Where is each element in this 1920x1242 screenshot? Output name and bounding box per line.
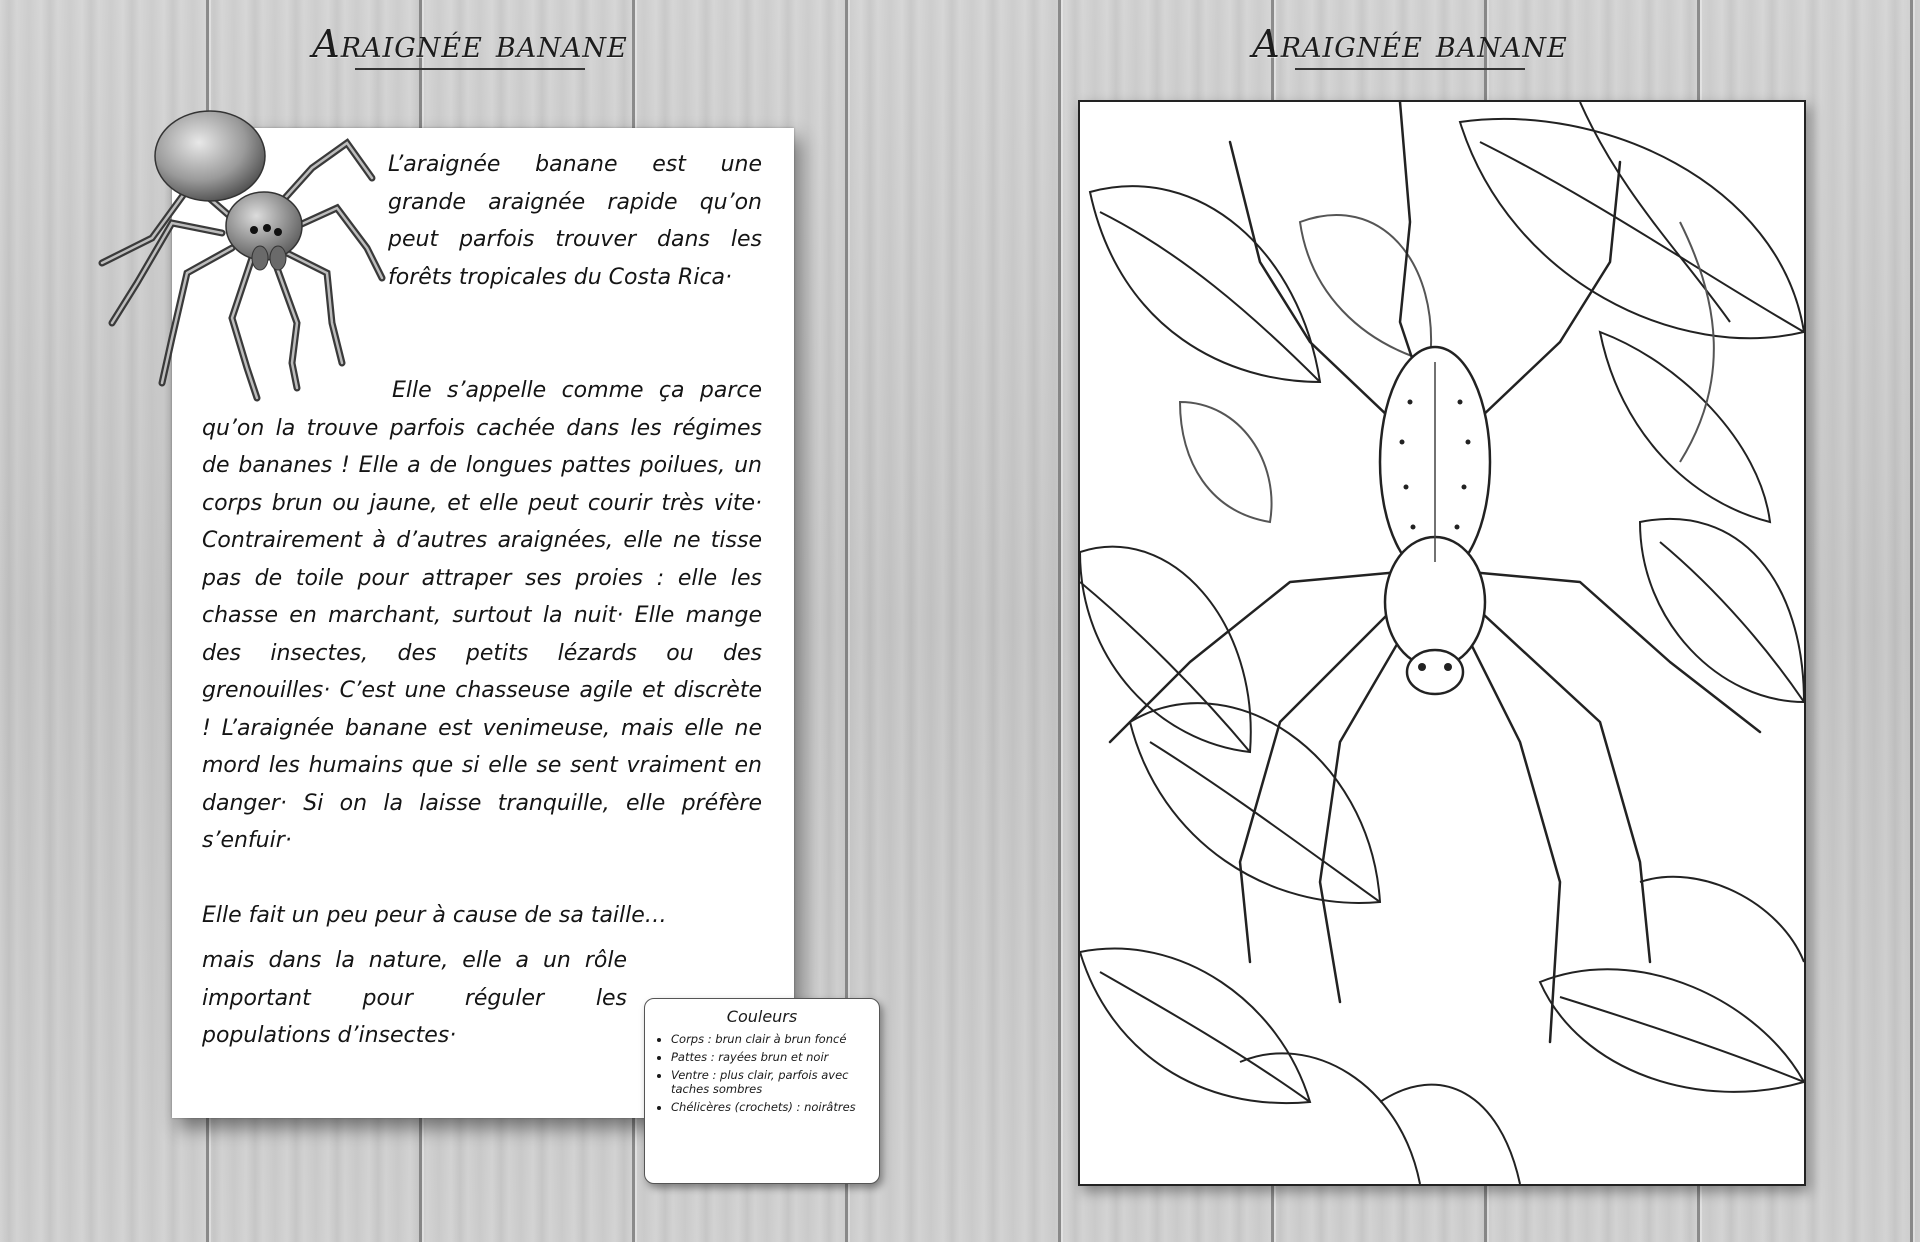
title-underline <box>1295 68 1525 70</box>
colors-card-title: Couleurs <box>726 1007 798 1026</box>
color-item-body: • Corps : brun clair à brun foncé <box>671 1032 869 1046</box>
spider-sketch-illustration <box>82 108 392 408</box>
color-item-fangs: • Chélicères (crochets) : noirâtres <box>671 1100 869 1114</box>
left-page-title: Araignée banane <box>220 22 720 82</box>
color-item-legs: • Pattes : rayées brun et noir <box>671 1050 869 1064</box>
body-paragraph-2-first-line: Elle fait un peu peur à cause de sa taille… <box>202 902 667 928</box>
spider-coloring-illustration <box>1080 102 1804 1184</box>
body-paragraph-2: mais dans la nature, elle a un rôle important pour réguler les populations d’insectes· <box>202 948 627 1048</box>
body-text <box>202 372 762 934</box>
body-paragraph-1: Elle s’appelle comme ça parce qu’on la trouve parfois cachée dans les régimes de bananes ! Elle a de longues pattes poilues, un corps brun ou jaune, et elle peut courir très vite· Contrairement à d’autres araignées, elle ne tisse pas de toile pour attraper ses proies : elle les chasse en marchant, surtout la nuit· Elle mange des insectes, des petits lézards ou des grenouilles· C’est une chasseuse agile et discrète ! L’araignée banane est venimeuse, mais elle ne mord les humains que si elle se sent vraiment en danger· Si on la laisse tranquille, elle préfère s’enfuir· <box>202 378 762 853</box>
colors-list <box>645 1032 879 1114</box>
color-item-belly: • Ventre : plus clair, parfois avec taches sombres <box>671 1068 869 1096</box>
right-page-title: Araignée banane <box>1160 22 1660 82</box>
intro-paragraph: L’araignée banane est une grande araignée rapide qu’on peut parfois trouver dans les forêts tropicales du Costa Rica· <box>388 152 762 290</box>
title-underline <box>355 68 585 70</box>
colors-card <box>644 998 880 1184</box>
coloring-page <box>1078 100 1806 1186</box>
